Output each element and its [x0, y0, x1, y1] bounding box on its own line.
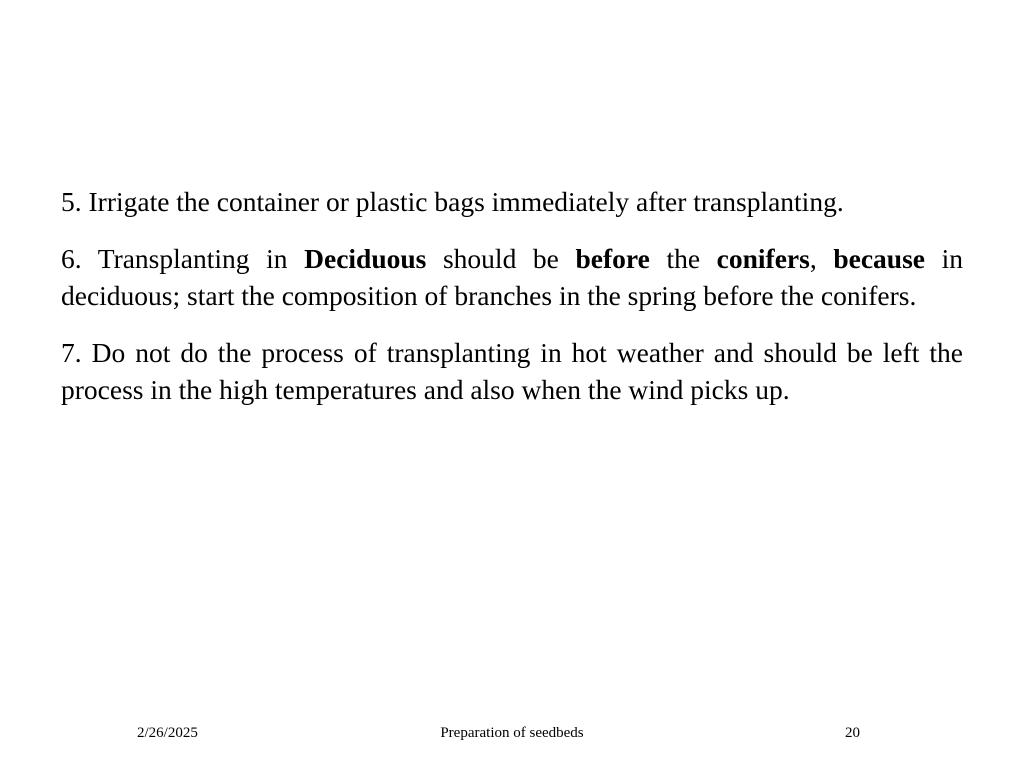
point-7: 7. Do not do the process of transplanting in hot weather and should be left the process in the high temperatures and also when the wind picks up. [61, 337, 963, 405]
footer-date: 2/26/2025 [137, 725, 198, 741]
point-5: 5. Irrigate the container or plastic bags immediately after transplanting. [61, 186, 844, 217]
point-6-bold-before: before [575, 243, 650, 274]
footer-title: Preparation of seedbeds [440, 725, 584, 741]
point-6-text-3: the [649, 243, 717, 274]
slide-body [61, 183, 963, 428]
point-6-text-4: , [809, 243, 834, 274]
point-6 [61, 240, 963, 314]
point-6-bold-because: because [833, 243, 925, 274]
point-6-text-1: 6. Transplanting in [61, 243, 305, 274]
footer-page-number: 20 [845, 725, 860, 741]
point-6-bold-conifers: conifers [716, 243, 810, 274]
point-6-bold-deciduous: Deciduous [304, 243, 427, 274]
point-6-text-5: in deciduous; start the composition of branches in the spring before the conifers. [61, 243, 963, 311]
point-6-text-2: should be [426, 243, 576, 274]
